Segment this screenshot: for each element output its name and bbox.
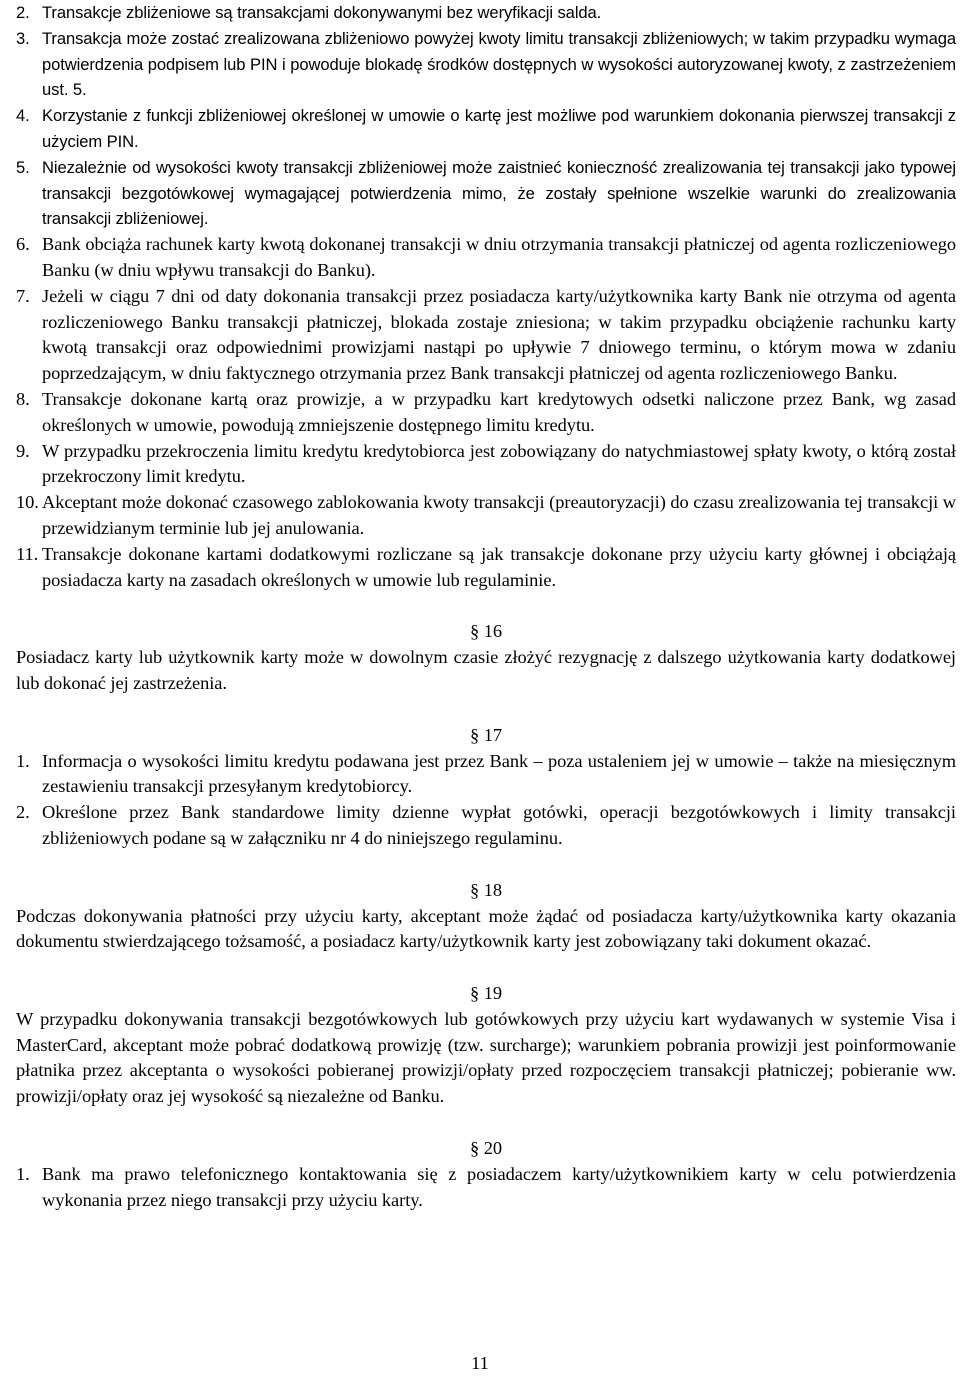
section-spacer bbox=[16, 955, 956, 981]
item-number: 3. bbox=[16, 28, 30, 48]
list-item bbox=[16, 284, 956, 387]
item-text: Bank ma prawo telefonicznego kontaktowania się z posiadaczem karty/użytkownikiem karty w celu potwierdzenia wykonania przez niego transakcji przy użyciu karty. bbox=[42, 1163, 956, 1210]
list-item bbox=[16, 103, 956, 155]
section-16 bbox=[16, 619, 956, 696]
section-paragraph: Podczas dokonywania płatności przy użyciu karty, akceptant może żądać od posiadacza karty/użytkownika karty okazania dokumentu stwierdzającego tożsamość, a posiadacz karty/użytkownik karty jest zobowiązany taki dokument okazać. bbox=[16, 905, 956, 952]
section-spacer bbox=[16, 852, 956, 878]
item-number: 1. bbox=[16, 1163, 30, 1184]
item-text: Bank obciąża rachunek karty kwotą dokonanej transakcji w dniu otrzymania transakcji płatniczej od agenta rozliczeniowego Banku (w dniu wpływu transakcji do Banku). bbox=[42, 234, 956, 280]
list-item bbox=[16, 749, 956, 801]
list-item bbox=[16, 490, 956, 542]
section-19 bbox=[16, 981, 956, 1110]
section-spacer bbox=[16, 1110, 956, 1136]
item-number: 2. bbox=[16, 3, 30, 22]
item-text: Korzystanie z funkcji zbliżeniowej określonej w umowie o kartę jest możliwe pod warunkiem dokonania pierwszej transakcji z użyciem PIN. bbox=[42, 106, 956, 151]
item-text: Transakcje dokonane kartami dodatkowymi rozliczane są jak transakcje dokonane przy użyciu karty głównej i obciążają posiadacza karty na zasadach określonych w umowie lub regulaminie. bbox=[42, 543, 956, 590]
list-item bbox=[16, 26, 956, 103]
item-number: 11. bbox=[16, 543, 39, 564]
section-heading: § 18 bbox=[470, 879, 502, 900]
item-number: 9. bbox=[16, 440, 30, 461]
section-20 bbox=[16, 1136, 956, 1213]
item-text: Transakcje dokonane kartą oraz prowizje, a w przypadku kart kredytowych odsetki naliczone przez Bank, wg zasad określonych w umowie, powodują zmniejszenie dostępnego limitu kredytu. bbox=[42, 388, 956, 435]
item-text: Akceptant może dokonać czasowego zablokowania kwoty transakcji (preautoryzacji) do czasu zrealizowania tej transakcji w przewidzianym terminie lub jej anulowania. bbox=[42, 492, 956, 538]
item-number: 1. bbox=[16, 750, 30, 771]
list-item bbox=[16, 232, 956, 284]
item-text: Transakcja może zostać zrealizowana zbliżeniowo powyżej kwoty limitu transakcji zbliżeniowych; w takim przypadku wymaga potwierdzenia podpisem lub PIN i powoduje blokadę środków dostępnych w wysokości autoryzowanej kwoty, z zastrzeżeniem ust. 5. bbox=[42, 28, 956, 100]
section-paragraph: W przypadku dokonywania transakcji bezgotówkowych lub gotówkowych przy użyciu kart wydawanych w systemie Visa i MasterCard, akceptant może pobrać dodatkową prowizję (tzw. surcharge); warunkiem pobrania prowizji jest poinformowanie płatnika przez akceptanta o wysokości pobieranej prowizji/opłaty przed rozpoczęciem transakcji płatniczej; pobieranie ww. prowizji/opłaty oraz jej wysokość są niezależne od Banku. bbox=[16, 1008, 956, 1107]
document-page bbox=[16, 0, 956, 1213]
item-number: 8. bbox=[16, 388, 30, 409]
item-number: 6. bbox=[16, 234, 30, 255]
list-item bbox=[16, 0, 956, 26]
item-number: 10. bbox=[16, 492, 39, 513]
section-heading: § 17 bbox=[470, 724, 502, 745]
section-18 bbox=[16, 878, 956, 955]
section-heading: § 20 bbox=[470, 1138, 502, 1159]
list-item bbox=[16, 439, 956, 491]
list-item bbox=[16, 800, 956, 852]
section-17 bbox=[16, 723, 956, 852]
item-text: Informacja o wysokości limitu kredytu podawana jest przez Bank – poza ustaleniem jej w umowie – także na miesięcznym zestawieniu transakcji przesyłanym kredytobiorcy. bbox=[42, 750, 956, 797]
item-text: Określone przez Bank standardowe limity dzienne wypłat gotówki, operacji bezgotówkowych i limity transakcji zbliżeniowych podane są w załączniku nr 4 do niniejszego regulaminu. bbox=[42, 802, 956, 848]
item-text: Transakcje zbliżeniowe są transakcjami dokonywanymi bez weryfikacji salda. bbox=[42, 3, 602, 22]
section-paragraph: Posiadacz karty lub użytkownik karty może w dowolnym czasie złożyć rezygnację z dalszego użytkowania karty dodatkowej lub dokonać jej zastrzeżenia. bbox=[16, 647, 956, 693]
section-heading: § 16 bbox=[470, 621, 502, 642]
section-spacer bbox=[16, 697, 956, 723]
item-text: W przypadku przekroczenia limitu kredytu kredytobiorca jest zobowiązany do natychmiastowej spłaty kwoty, o którą został przekroczony limit kredytu. bbox=[42, 440, 956, 487]
list-item bbox=[16, 155, 956, 232]
item-text: Niezależnie od wysokości kwoty transakcji zbliżeniowej może zaistnieć konieczność zrealizowania tej transakcji jako typowej transakcji bezgotówkowej wymagającej potwierdzenia mimo, że zostały spełnione wszelkie warunki do zrealizowania transakcji zbliżeniowej. bbox=[42, 157, 956, 229]
list-item bbox=[16, 1162, 956, 1214]
item-text: Jeżeli w ciągu 7 dni od daty dokonania transakcji przez posiadacza karty/użytkownika karty Bank nie otrzyma od agenta rozliczeniowego Banku transakcji płatniczej, blokada zostaje zniesiona; w takim przypadku obciążenie rachunku karty kwotą transakcji oraz odpowiednimi prowizjami nastąpi po upływie 7 dniowego terminu, o którym mowa w zdaniu poprzedzającym, w dniu faktycznego otrzymania przez Bank transakcji płatniczej od agenta rozliczeniowego Banku. bbox=[42, 285, 956, 384]
item-number: 4. bbox=[16, 106, 30, 126]
section-heading: § 19 bbox=[470, 983, 502, 1004]
item-number: 7. bbox=[16, 285, 30, 306]
item-number: 2. bbox=[16, 802, 30, 823]
section-spacer bbox=[16, 593, 956, 619]
list-item bbox=[16, 542, 956, 594]
list-item bbox=[16, 387, 956, 439]
page-number: 11 bbox=[471, 1353, 489, 1373]
item-number: 5. bbox=[16, 157, 30, 177]
